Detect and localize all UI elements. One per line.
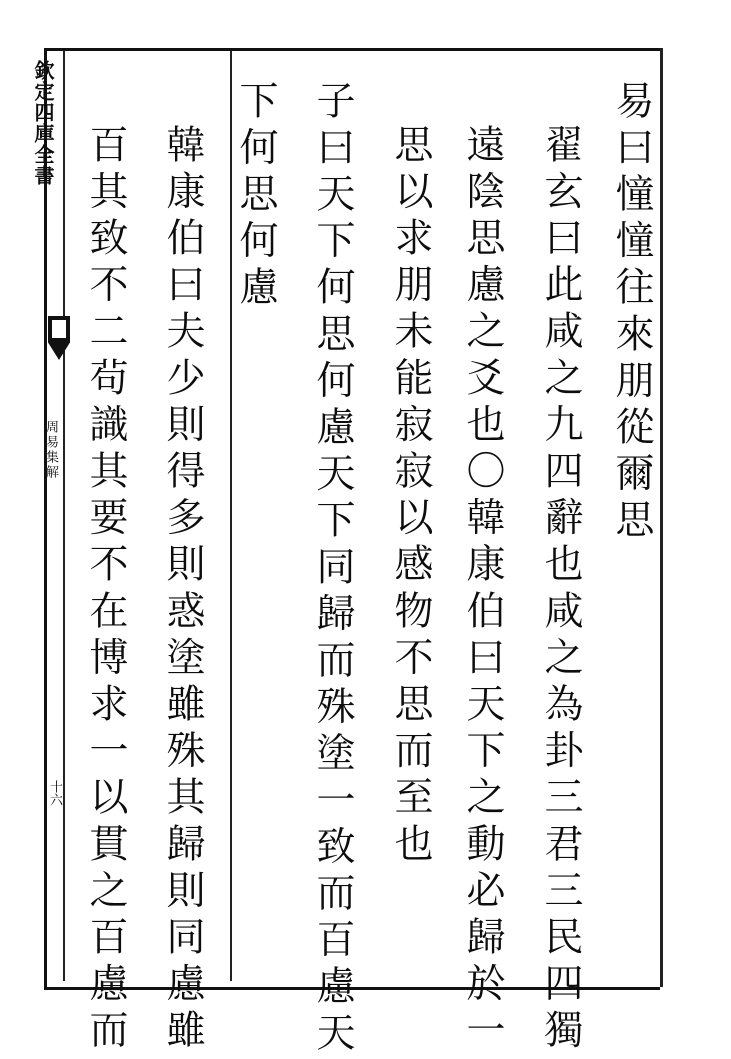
block-margin [47, 51, 65, 981]
text-column-6: 下何思何慮 [233, 80, 278, 313]
column-separator [230, 51, 232, 981]
book-title: 周易集解 [43, 420, 58, 480]
text-column-7: 韓康伯曰夫少則得多則惑塗雖殊其歸則同慮雖 [160, 124, 205, 1056]
text-column-8: 百其致不二茍識其要不在博求一以貫之百慮而 [83, 124, 128, 1056]
text-column-1: 易曰憧憧往來朋從爾思 [609, 80, 654, 546]
text-column-5: 子曰天下何思何慮天下同歸而殊塗一致而百慮天 [310, 80, 355, 1059]
text-column-2: 翟玄曰此咸之九四辭也咸之為卦三君三民四獨 [538, 124, 583, 1056]
text-column-3: 遠陰思慮之爻也〇韓康伯曰天下之動必歸於一 [460, 124, 505, 1056]
page-border-right [660, 48, 663, 987]
text-column-4: 思以求朋未能寂寂以感物不思而至也 [388, 124, 433, 870]
page-number: 十六 [47, 780, 62, 806]
collection-title: 欽定四庫全書 [31, 60, 55, 186]
